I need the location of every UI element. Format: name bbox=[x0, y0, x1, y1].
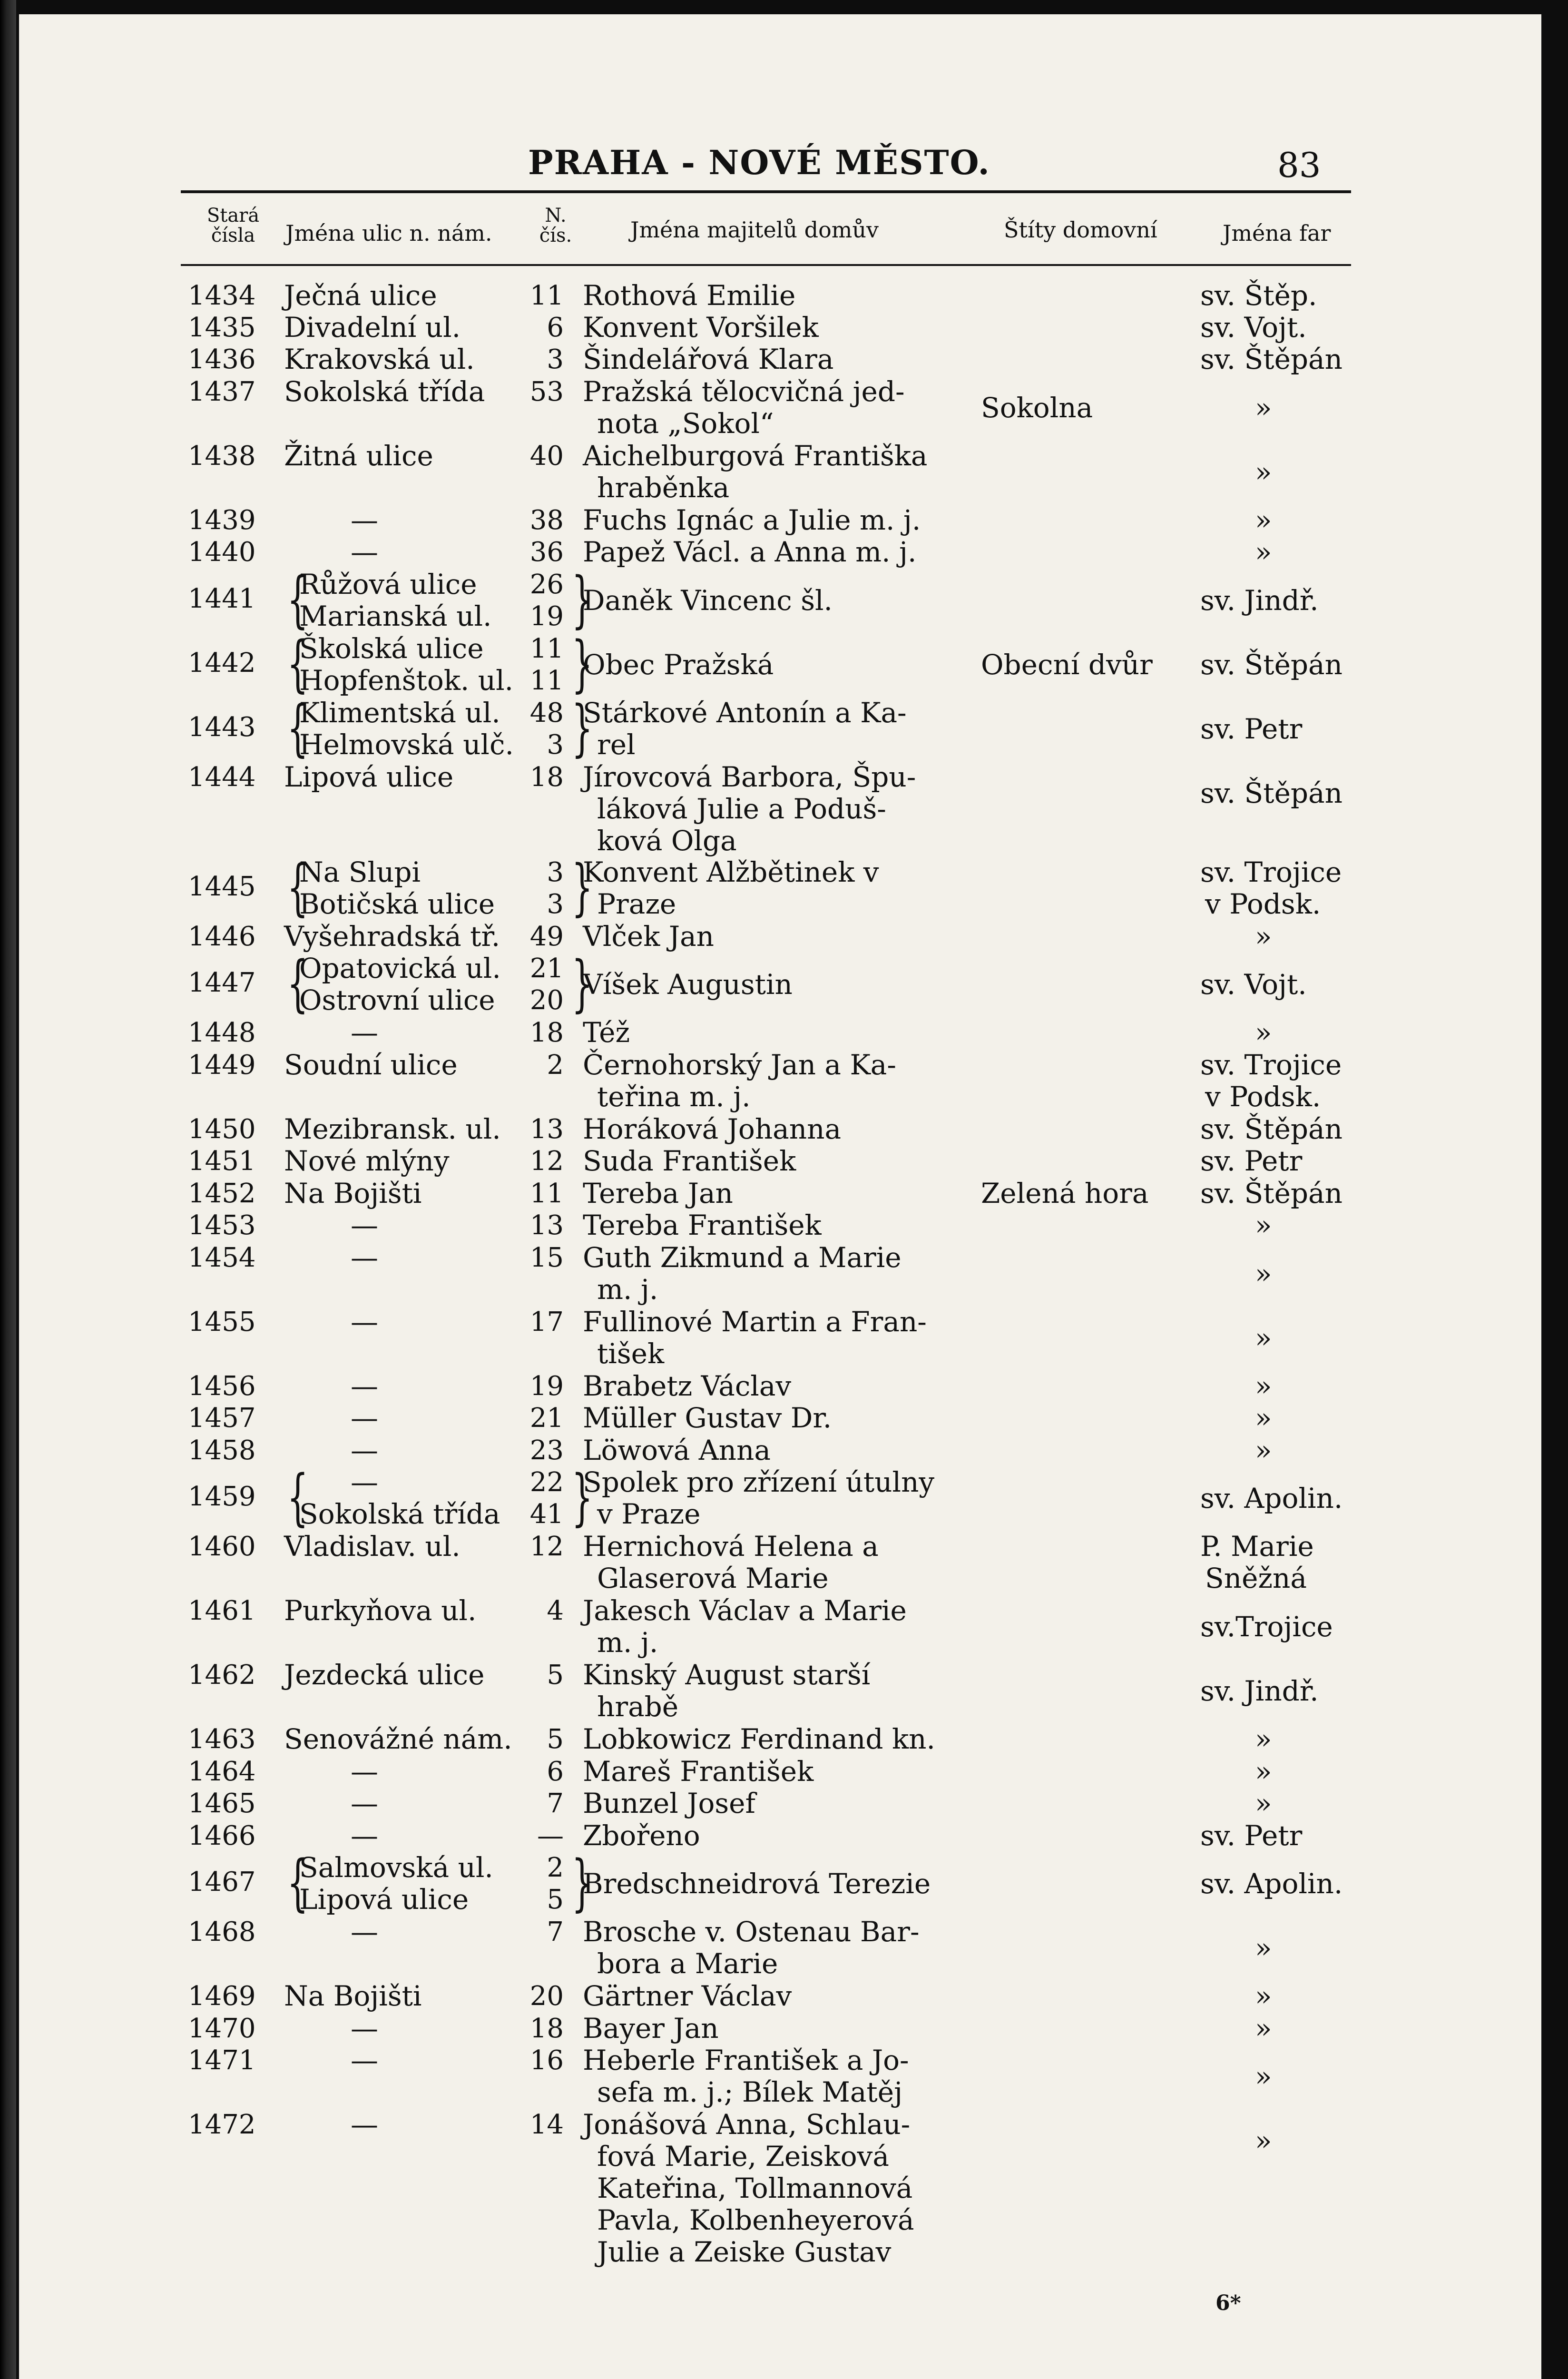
street-name: Jezdecká ulice bbox=[284, 1659, 485, 1691]
owner-name: Brosche v. Ostenau Bar- bbox=[583, 1916, 920, 1948]
parish-name: sv. Trojice bbox=[1200, 1049, 1342, 1081]
owner-name: Lobkowicz Ferdinand kn. bbox=[583, 1723, 935, 1755]
house-number: 3 bbox=[547, 889, 564, 920]
house-number: 22 bbox=[529, 1467, 564, 1498]
street-name: Purkyňova ul. bbox=[284, 1594, 477, 1627]
street-name: — bbox=[351, 1787, 378, 1819]
street-name: — bbox=[351, 1209, 378, 1241]
house-number: 48 bbox=[529, 698, 564, 728]
old-number: 1441 bbox=[188, 583, 256, 614]
house-number: 12 bbox=[529, 1146, 564, 1177]
owner-name: tišek bbox=[597, 1337, 665, 1370]
old-number: 1446 bbox=[188, 921, 256, 952]
grouping-brace: { bbox=[287, 1462, 309, 1533]
house-number: 3 bbox=[547, 344, 564, 375]
owner-name: Též bbox=[583, 1016, 630, 1049]
owner-name: bora a Marie bbox=[597, 1947, 778, 1980]
street-name: Nové mlýny bbox=[284, 1145, 450, 1177]
owner-name: Rothová Emilie bbox=[583, 279, 796, 312]
house-number: 20 bbox=[529, 1981, 564, 2012]
house-sign: Sokolna bbox=[981, 392, 1093, 424]
old-number: 1459 bbox=[188, 1481, 256, 1512]
old-number: 1442 bbox=[188, 648, 256, 678]
parish-name: » bbox=[1255, 2124, 1272, 2157]
old-number: 1434 bbox=[188, 280, 256, 311]
owner-name: Spolek pro zřízení útulny bbox=[583, 1466, 935, 1498]
parish-name: » bbox=[1255, 2012, 1272, 2045]
old-number: 1450 bbox=[188, 1114, 256, 1145]
owner-name: Zbořeno bbox=[583, 1819, 700, 1852]
parish-name: sv.Trojice bbox=[1200, 1611, 1333, 1643]
parish-name: sv. Apolin. bbox=[1200, 1482, 1343, 1514]
street-name: Lipová ulice bbox=[299, 1883, 469, 1916]
old-number: 1461 bbox=[188, 1595, 256, 1626]
header-parish-names: Jména far bbox=[1223, 220, 1331, 246]
old-number: 1468 bbox=[188, 1917, 256, 1947]
old-number: 1457 bbox=[188, 1403, 256, 1434]
house-number: 36 bbox=[529, 537, 564, 568]
house-number: 53 bbox=[529, 376, 564, 407]
owner-name: Bayer Jan bbox=[583, 2012, 719, 2045]
owner-name: Glaserová Marie bbox=[597, 1562, 829, 1594]
owner-name: Hernichová Helena a bbox=[583, 1530, 879, 1563]
house-sign: Zelená hora bbox=[981, 1177, 1149, 1209]
parish-name: » bbox=[1255, 392, 1272, 424]
parish-name: » bbox=[1255, 1787, 1272, 1819]
street-name: Na Bojišti bbox=[284, 1980, 422, 2012]
owner-name: sefa m. j.; Bílek Matěj bbox=[597, 2076, 903, 2108]
street-name: — bbox=[351, 1402, 378, 1434]
house-number: 11 bbox=[529, 633, 564, 664]
owner-name: Heberle František a Jo- bbox=[583, 2044, 909, 2076]
street-name: Žitná ulice bbox=[284, 440, 433, 472]
street-name: — bbox=[351, 1241, 378, 1274]
house-number: 2 bbox=[547, 1050, 564, 1081]
grouping-brace: { bbox=[287, 564, 309, 635]
owner-name: Bunzel Josef bbox=[583, 1787, 755, 1819]
street-name: — bbox=[351, 1434, 378, 1466]
parish-name: » bbox=[1255, 1932, 1272, 1964]
street-name: — bbox=[351, 1916, 378, 1948]
house-number: 3 bbox=[547, 729, 564, 760]
house-number: 20 bbox=[529, 985, 564, 1016]
street-name: Klimentská ul. bbox=[299, 697, 500, 729]
old-number: 1460 bbox=[188, 1531, 256, 1562]
owner-name: Fuchs Ignác a Julie m. j. bbox=[583, 504, 921, 536]
owner-name: Konvent Voršilek bbox=[583, 311, 819, 344]
old-number: 1448 bbox=[188, 1017, 256, 1048]
street-name: Vladislav. ul. bbox=[284, 1530, 461, 1563]
old-number: 1456 bbox=[188, 1371, 256, 1402]
old-number: 1444 bbox=[188, 762, 256, 793]
street-name: Krakovská ul. bbox=[284, 343, 475, 375]
parish-name: P. Marie bbox=[1200, 1530, 1314, 1563]
old-number: 1452 bbox=[188, 1178, 256, 1209]
street-name: — bbox=[351, 1306, 378, 1338]
owner-name: m. j. bbox=[597, 1626, 658, 1659]
grouping-brace: } bbox=[571, 852, 593, 923]
street-name: Sokolská třída bbox=[299, 1498, 500, 1530]
street-name: Školská ulice bbox=[299, 632, 484, 665]
old-number: 1453 bbox=[188, 1210, 256, 1241]
old-number: 1449 bbox=[188, 1050, 256, 1081]
owner-name: Suda František bbox=[583, 1145, 796, 1177]
house-number: 41 bbox=[529, 1499, 564, 1530]
old-number: 1435 bbox=[188, 312, 256, 343]
street-name: Vyšehradská tř. bbox=[284, 920, 500, 953]
parish-name: » bbox=[1255, 1016, 1272, 1049]
parish-name: sv. Petr bbox=[1200, 1819, 1303, 1852]
parish-name: » bbox=[1255, 1209, 1272, 1241]
owner-name: rel bbox=[597, 728, 636, 761]
owner-name: Papež Václ. a Anna m. j. bbox=[583, 536, 917, 568]
owner-name: Brabetz Václav bbox=[583, 1370, 792, 1402]
parish-name: sv. Vojt. bbox=[1200, 311, 1307, 344]
house-number: 6 bbox=[547, 312, 564, 343]
street-name: Mezibransk. ul. bbox=[284, 1113, 501, 1145]
grouping-brace: { bbox=[287, 693, 309, 764]
street-name: Opatovická ul. bbox=[299, 952, 501, 984]
house-number: 7 bbox=[547, 1917, 564, 1947]
parish-name: » bbox=[1255, 1755, 1272, 1788]
house-number: 19 bbox=[529, 1371, 564, 1402]
parish-name: sv. Štěpán bbox=[1200, 649, 1343, 681]
house-number: 5 bbox=[547, 1724, 564, 1755]
house-number: 6 bbox=[547, 1756, 564, 1787]
parish-name: sv. Vojt. bbox=[1200, 968, 1307, 1001]
parish-name: sv. Petr bbox=[1200, 713, 1303, 745]
grouping-brace: } bbox=[571, 1462, 593, 1533]
owner-name: Vlček Jan bbox=[583, 920, 715, 953]
house-number: 21 bbox=[529, 953, 564, 984]
street-name: — bbox=[351, 2044, 378, 2076]
house-number: 17 bbox=[529, 1307, 564, 1337]
house-number: 23 bbox=[529, 1435, 564, 1466]
owner-name: Konvent Alžbětinek v bbox=[583, 856, 879, 888]
old-number: 1451 bbox=[188, 1146, 256, 1177]
old-number: 1454 bbox=[188, 1242, 256, 1273]
house-number: 49 bbox=[529, 921, 564, 952]
owner-name: Fullinové Martin a Fran- bbox=[583, 1306, 927, 1338]
street-name: Hopfenštok. ul. bbox=[299, 664, 514, 697]
street-name: Ječná ulice bbox=[284, 279, 437, 312]
parish-name: » bbox=[1255, 920, 1272, 953]
signature-mark: 6* bbox=[1215, 2291, 1241, 2315]
parish-name: sv. Štěpán bbox=[1200, 1177, 1343, 1209]
house-number: — bbox=[537, 1820, 564, 1851]
grouping-brace: } bbox=[571, 564, 593, 635]
street-name: — bbox=[351, 2012, 378, 2045]
owner-name: Jakesch Václav a Marie bbox=[583, 1594, 907, 1627]
owner-name: Kateřina, Tollmannová bbox=[597, 2172, 913, 2204]
parish-name: » bbox=[1255, 536, 1272, 568]
parish-name: » bbox=[1255, 1402, 1272, 1434]
house-number: 12 bbox=[529, 1531, 564, 1562]
street-name: Senovážné nám. bbox=[284, 1723, 512, 1755]
old-number: 1469 bbox=[188, 1981, 256, 2012]
parish-name: sv. Štěpán bbox=[1200, 777, 1343, 809]
house-number: 15 bbox=[529, 1242, 564, 1273]
parish-name: » bbox=[1255, 2060, 1272, 2093]
old-number: 1436 bbox=[188, 344, 256, 375]
grouping-brace: { bbox=[287, 948, 309, 1019]
street-name: Divadelní ul. bbox=[284, 311, 461, 344]
street-name: Ostrovní ulice bbox=[299, 984, 495, 1016]
owner-name: fová Marie, Zeisková bbox=[597, 2140, 889, 2173]
street-name: Soudní ulice bbox=[284, 1049, 458, 1081]
street-name: — bbox=[351, 1016, 378, 1049]
house-number: 19 bbox=[529, 601, 564, 632]
owner-name: Julie a Zeiske Gustav bbox=[597, 2236, 892, 2268]
old-number: 1447 bbox=[188, 967, 256, 998]
street-name: Lipová ulice bbox=[284, 761, 454, 793]
header-street-names: Jména ulic n. nám. bbox=[285, 220, 492, 246]
house-number: 14 bbox=[529, 2109, 564, 2140]
house-number: 18 bbox=[529, 762, 564, 793]
owner-name: ková Olga bbox=[597, 825, 737, 857]
parish-name: » bbox=[1255, 1258, 1272, 1290]
old-number: 1463 bbox=[188, 1724, 256, 1755]
parish-name: v Podsk. bbox=[1205, 888, 1321, 920]
owner-name: Müller Gustav Dr. bbox=[583, 1402, 832, 1434]
parish-name: sv. Jindř. bbox=[1200, 1675, 1319, 1707]
street-name: Na Bojišti bbox=[284, 1177, 422, 1209]
house-number: 40 bbox=[529, 441, 564, 472]
owner-name: Guth Zikmund a Marie bbox=[583, 1241, 902, 1274]
owner-name: v Praze bbox=[597, 1498, 701, 1530]
parish-name: sv. Štěpán bbox=[1200, 1113, 1343, 1145]
owner-name: Praze bbox=[597, 888, 676, 920]
owner-name: teřina m. j. bbox=[597, 1081, 751, 1113]
street-name: — bbox=[351, 1755, 378, 1788]
owner-name: Pražská tělocvičná jed- bbox=[583, 375, 905, 408]
owner-name: Aichelburgová Františka bbox=[583, 440, 928, 472]
owner-name: Tereba František bbox=[583, 1209, 822, 1241]
house-number: 18 bbox=[529, 2013, 564, 2044]
street-name: — bbox=[351, 1819, 378, 1852]
owner-name: Löwová Anna bbox=[583, 1434, 771, 1466]
old-number: 1462 bbox=[188, 1660, 256, 1691]
parish-name: sv. Štěpán bbox=[1200, 343, 1343, 375]
parish-name: v Podsk. bbox=[1205, 1081, 1321, 1113]
house-number: 11 bbox=[529, 665, 564, 696]
owner-name: Daněk Vincenc šl. bbox=[583, 584, 833, 617]
house-number: 18 bbox=[529, 1017, 564, 1048]
owner-name: láková Julie a Poduš- bbox=[597, 793, 886, 825]
header-rule-bottom bbox=[181, 264, 1351, 266]
house-number: 4 bbox=[547, 1595, 564, 1626]
house-number: 11 bbox=[529, 1178, 564, 1209]
house-number: 11 bbox=[529, 280, 564, 311]
house-number: 21 bbox=[529, 1403, 564, 1434]
header-new-number: N. čís. bbox=[539, 205, 572, 246]
parish-name: » bbox=[1255, 1980, 1272, 2012]
parish-name: » bbox=[1255, 1434, 1272, 1466]
parish-name: » bbox=[1255, 504, 1272, 536]
old-number: 1438 bbox=[188, 441, 256, 472]
header-old-number: Stará čísla bbox=[206, 205, 260, 246]
parish-name: sv. Štěp. bbox=[1200, 279, 1317, 312]
owner-name: Černohorský Jan a Ka- bbox=[583, 1049, 896, 1081]
parish-name: » bbox=[1255, 1322, 1272, 1354]
owner-name: Jírovcová Barbora, Špu- bbox=[583, 761, 916, 793]
owner-name: Šindelářová Klara bbox=[583, 343, 834, 375]
house-number: 16 bbox=[529, 2045, 564, 2076]
house-sign: Obecní dvůr bbox=[981, 649, 1153, 681]
owner-name: hraběnka bbox=[597, 472, 730, 504]
page-spine-shadow bbox=[0, 0, 16, 2379]
house-number: 13 bbox=[529, 1210, 564, 1241]
old-number: 1464 bbox=[188, 1756, 256, 1787]
street-name: Salmovská ul. bbox=[299, 1851, 493, 1884]
owner-name: Obec Pražská bbox=[583, 649, 774, 681]
parish-name: sv. Apolin. bbox=[1200, 1868, 1343, 1900]
old-number: 1465 bbox=[188, 1788, 256, 1819]
owner-name: Kinský August starší bbox=[583, 1659, 871, 1691]
street-name: — bbox=[351, 536, 378, 568]
house-number: 38 bbox=[529, 505, 564, 536]
header-owner-names: Jména majitelů domův bbox=[630, 217, 879, 243]
old-number: 1443 bbox=[188, 712, 256, 743]
owner-name: hrabě bbox=[597, 1691, 679, 1723]
street-name: Sokolská třída bbox=[284, 375, 485, 408]
parish-name: » bbox=[1255, 1723, 1272, 1755]
owner-name: Jonášová Anna, Schlau- bbox=[583, 2108, 911, 2141]
old-number: 1471 bbox=[188, 2045, 256, 2076]
house-number: 13 bbox=[529, 1114, 564, 1145]
parish-name: » bbox=[1255, 456, 1272, 488]
grouping-brace: } bbox=[571, 693, 593, 764]
parish-name: » bbox=[1255, 1370, 1272, 1402]
owner-name: Bredschneidrová Terezie bbox=[583, 1868, 931, 1900]
header-house-signs: Štíty domovní bbox=[1004, 217, 1157, 243]
street-name: Botičská ulice bbox=[299, 888, 495, 920]
old-number: 1455 bbox=[188, 1307, 256, 1337]
grouping-brace: { bbox=[287, 1848, 309, 1918]
owner-name: nota „Sokol“ bbox=[597, 407, 774, 440]
parish-name: sv. Trojice bbox=[1200, 856, 1342, 888]
old-number: 1439 bbox=[188, 505, 256, 536]
owner-name: Gärtner Václav bbox=[583, 1980, 792, 2012]
house-number: 7 bbox=[547, 1788, 564, 1819]
parish-name: sv. Petr bbox=[1200, 1145, 1303, 1177]
house-number: 26 bbox=[529, 569, 564, 600]
old-number: 1470 bbox=[188, 2013, 256, 2044]
street-name: — bbox=[351, 2108, 378, 2141]
street-name: Marianská ul. bbox=[299, 600, 492, 632]
page-title: PRAHA - NOVÉ MĚSTO. bbox=[528, 143, 990, 182]
street-name: — bbox=[351, 1370, 378, 1402]
header-rule-top bbox=[181, 190, 1351, 193]
grouping-brace: } bbox=[571, 1848, 593, 1918]
parish-name: sv. Jindř. bbox=[1200, 584, 1319, 617]
old-number: 1472 bbox=[188, 2109, 256, 2140]
grouping-brace: { bbox=[287, 629, 309, 699]
house-number: 5 bbox=[547, 1884, 564, 1915]
owner-name: m. j. bbox=[597, 1273, 658, 1306]
owner-name: Horáková Johanna bbox=[583, 1113, 842, 1145]
house-number: 5 bbox=[547, 1660, 564, 1691]
grouping-brace: { bbox=[287, 852, 309, 923]
page-number: 83 bbox=[1277, 145, 1321, 185]
street-name: Helmovská ulč. bbox=[299, 728, 514, 761]
parish-name: Sněžná bbox=[1205, 1562, 1307, 1594]
street-name: — bbox=[351, 1466, 378, 1498]
owner-name: Víšek Augustin bbox=[583, 968, 793, 1001]
owner-name: Pavla, Kolbenheyerová bbox=[597, 2204, 914, 2236]
house-number: 3 bbox=[547, 857, 564, 888]
grouping-brace: } bbox=[571, 629, 593, 699]
street-name: — bbox=[351, 504, 378, 536]
street-name: Na Slupi bbox=[299, 856, 421, 888]
old-number: 1458 bbox=[188, 1435, 256, 1466]
street-name: Růžová ulice bbox=[299, 568, 477, 600]
old-number: 1440 bbox=[188, 537, 256, 568]
old-number: 1445 bbox=[188, 871, 256, 902]
owner-name: Stárkové Antonín a Ka- bbox=[583, 697, 907, 729]
grouping-brace: } bbox=[571, 948, 593, 1019]
old-number: 1467 bbox=[188, 1867, 256, 1897]
house-number: 2 bbox=[547, 1852, 564, 1883]
owner-name: Mareš František bbox=[583, 1755, 814, 1788]
owner-name: Tereba Jan bbox=[583, 1177, 733, 1209]
old-number: 1437 bbox=[188, 376, 256, 407]
old-number: 1466 bbox=[188, 1820, 256, 1851]
